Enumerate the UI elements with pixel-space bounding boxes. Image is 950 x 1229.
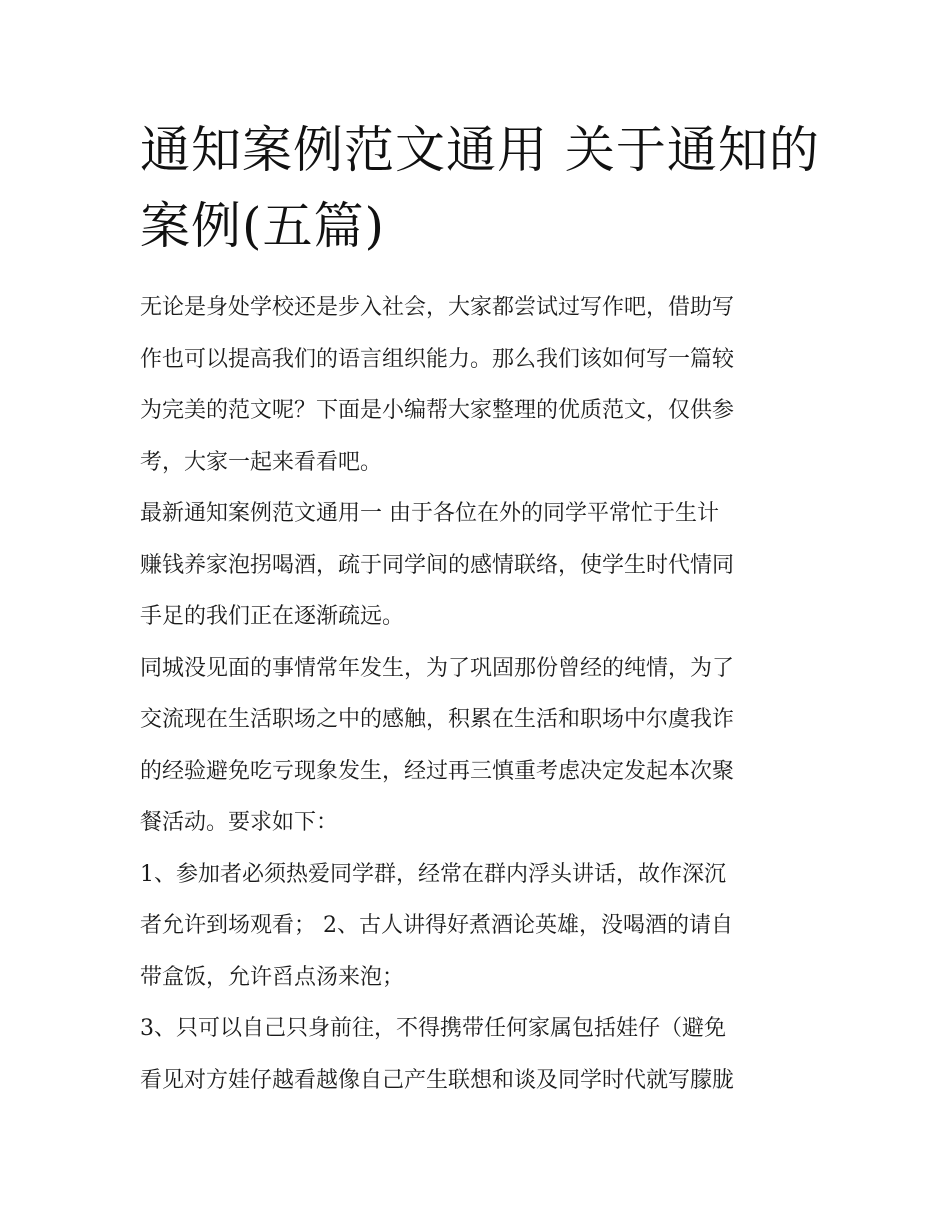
- title-line-2: 案例(五篇): [140, 197, 386, 255]
- text-line: 餐活动。要求如下：: [140, 810, 339, 835]
- text-line: 考，大家一起来看看吧。: [140, 449, 383, 475]
- text-line: 同城没见面的事情常年发生，为了巩固那份曾经的纯情，为了: [140, 655, 735, 681]
- text-line: 交流现在生活职场之中的感触，积累在生活和职场中尔虞我诈: [140, 707, 735, 732]
- text-line: 3、只可以自己只身前往，不得携带任何家属包括娃仔（避免: [140, 1016, 726, 1041]
- text-line: 1、参加者必须热爱同学群，经常在群内浮头讲话，故作深沉: [140, 861, 726, 887]
- document-title: [140, 112, 820, 264]
- text-line: 赚钱养家泡拐喝酒，疏于同学间的感情联络，使学生时代情同: [140, 552, 735, 578]
- text-line: 带盒饭，允许舀点汤来泡；: [140, 964, 405, 990]
- text-line: 手足的我们正在逐渐疏远。: [140, 604, 405, 629]
- text-line: 看见对方娃仔越看越像自己产生联想和谈及同学时代就写朦胧: [140, 1067, 735, 1093]
- text-line: 者允许到场观看； 2、古人讲得好煮酒论英雄，没喝酒的请自: [140, 913, 733, 938]
- document-body: [140, 282, 820, 1106]
- text-line: 为完美的范文呢？下面是小编帮大家整理的优质范文，仅供参: [140, 398, 735, 423]
- title-line-1: 通知案例范文通用 关于通知的: [140, 121, 820, 179]
- text-line: 无论是身处学校还是步入社会，大家都尝试过写作吧，借助写: [140, 295, 735, 320]
- text-line: 最新通知案例范文通用一 由于各位在外的同学平常忙于生计: [140, 501, 719, 526]
- text-line: 的经验避免吃亏现象发生，经过再三慎重考虑决定发起本次聚: [140, 758, 735, 784]
- text-line: 作也可以提高我们的语言组织能力。那么我们该如何写一篇较: [140, 346, 735, 372]
